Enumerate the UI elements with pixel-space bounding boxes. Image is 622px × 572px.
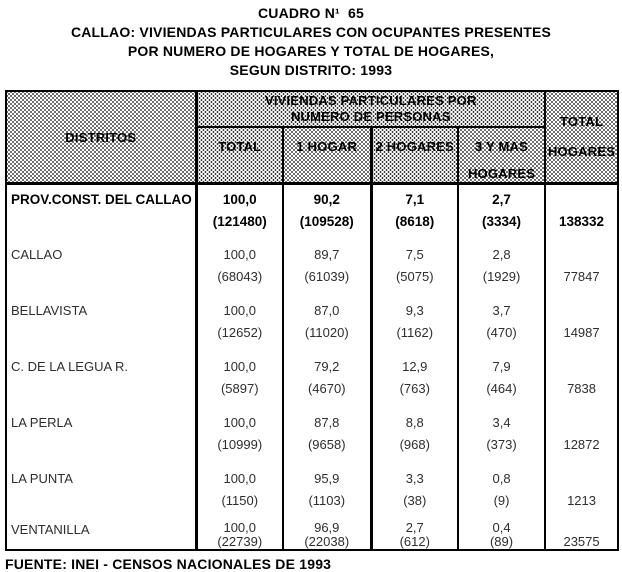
pct-value: 2,8 <box>492 246 511 262</box>
cell-1hogar <box>283 520 371 550</box>
header-group-line1: VIVIENDAS PARTICULARES POR <box>265 93 477 108</box>
count-value: (89) <box>489 533 514 549</box>
count-value: (5897) <box>220 380 259 396</box>
table-title <box>0 4 622 80</box>
pct-value: 87,8 <box>314 414 340 430</box>
total-hogares-value: 14987 <box>563 324 600 340</box>
table-row-callao <box>6 240 618 296</box>
pct-value: 95,9 <box>314 470 340 486</box>
document-page <box>0 4 622 572</box>
district-name: LA PERLA <box>6 408 196 464</box>
total-hogares-value: 77847 <box>563 268 600 284</box>
pct-value: 89,7 <box>314 246 340 262</box>
header-col-total: TOTAL <box>196 127 283 184</box>
table-row-bellavista <box>6 296 618 352</box>
count-value: (373) <box>486 436 517 452</box>
count-value: (10999) <box>217 436 263 452</box>
cell-total-hogares <box>545 184 618 240</box>
title-line-3: POR NUMERO DE HOGARES Y TOTAL DE HOGARES, <box>127 43 495 59</box>
cell-1hogar <box>283 184 371 240</box>
pct-value: 3,3 <box>405 470 424 486</box>
count-value: (61039) <box>304 268 350 284</box>
source-note: FUENTE: INEI - CENSOS NACIONALES DE 1993 <box>5 555 332 572</box>
pct-value: 8,8 <box>405 414 424 430</box>
pct-value: 100,0 <box>223 519 257 535</box>
pct-value: 87,0 <box>314 302 340 318</box>
count-value: (464) <box>486 380 517 396</box>
count-value: (763) <box>399 380 430 396</box>
cell-2hogares <box>371 520 458 550</box>
table-row-la-punta <box>6 464 618 520</box>
cell-total <box>196 296 283 352</box>
cell-1hogar <box>283 296 371 352</box>
header-total-hogares <box>545 91 618 184</box>
table-row-la-perla <box>6 408 618 464</box>
pct-value: 0,8 <box>492 470 511 486</box>
count-value: (9) <box>493 492 510 508</box>
count-value: (5075) <box>395 268 434 284</box>
header-group-row <box>6 91 618 127</box>
count-value: (68043) <box>217 268 263 284</box>
count-value: (38) <box>403 492 427 508</box>
count-value: (12652) <box>217 324 263 340</box>
pct-value: 2,7 <box>405 519 424 535</box>
header-total-hogares-line2: HOGARES <box>547 144 616 159</box>
district-name: C. DE LA LEGUA R. <box>6 352 196 408</box>
pct-value: 12,9 <box>402 358 428 374</box>
pct-value: 7,9 <box>492 358 511 374</box>
total-hogares-value: 138332 <box>559 214 605 229</box>
cell-2hogares <box>371 296 458 352</box>
cell-total-hogares <box>545 408 618 464</box>
district-name: CALLAO <box>6 240 196 296</box>
cell-1hogar <box>283 240 371 296</box>
pct-value: 79,2 <box>314 358 340 374</box>
count-value: (22739) <box>217 533 263 549</box>
table-header <box>6 91 618 184</box>
cell-2hogares <box>371 464 458 520</box>
count-value: (121480) <box>212 214 267 229</box>
statistics-table <box>5 90 619 551</box>
count-value: (1103) <box>308 492 346 508</box>
pct-value: 100,0 <box>223 358 257 374</box>
district-name: PROV.CONST. DEL CALLAO <box>6 184 196 240</box>
cell-total <box>196 184 283 240</box>
cell-2hogares <box>371 240 458 296</box>
cell-3ymas <box>458 296 545 352</box>
count-value: (1929) <box>482 268 521 284</box>
table-row-ventanilla <box>6 520 618 550</box>
cell-total <box>196 520 283 550</box>
cell-total-hogares <box>545 352 618 408</box>
pct-value: 100,0 <box>222 192 257 207</box>
count-value: (22038) <box>304 533 350 549</box>
header-group-line2: NUMERO DE PERSONAS <box>290 109 451 124</box>
table-row-c-de-la-legua-r <box>6 352 618 408</box>
count-value: (968) <box>399 436 430 452</box>
total-hogares-value: 7838 <box>567 380 596 396</box>
pct-value: 100,0 <box>223 246 257 262</box>
header-total-hogares-line1: TOTAL <box>559 114 604 129</box>
header-col-1hogar: 1 HOGAR <box>283 127 371 184</box>
pct-value: 96,9 <box>314 519 340 535</box>
table-body <box>6 184 618 550</box>
count-value: (8618) <box>395 214 435 229</box>
header-col-2hogares: 2 HOGARES <box>371 127 458 184</box>
count-value: (1162) <box>396 324 434 340</box>
cell-total <box>196 240 283 296</box>
header-spacer <box>546 130 617 144</box>
pct-value: 90,2 <box>313 192 340 207</box>
district-name: LA PUNTA <box>6 464 196 520</box>
cell-3ymas <box>458 240 545 296</box>
count-value: (470) <box>486 324 517 340</box>
pct-value: 100,0 <box>223 470 257 486</box>
header-col-3ymas: 3 Y MAS HOGARES <box>458 127 545 184</box>
header-group-viviendas <box>196 91 545 127</box>
cell-total <box>196 464 283 520</box>
total-hogares-value: 23575 <box>563 533 600 549</box>
pct-value: 9,3 <box>405 302 424 318</box>
pct-value: 2,7 <box>492 192 511 207</box>
total-hogares-value: 1213 <box>567 492 596 508</box>
cell-total-hogares <box>545 464 618 520</box>
district-name: BELLAVISTA <box>6 296 196 352</box>
title-line-4: SEGUN DISTRITO: 1993 <box>229 62 393 78</box>
cell-1hogar <box>283 464 371 520</box>
pct-value: 7,5 <box>405 246 424 262</box>
pct-value: 0,4 <box>492 519 511 535</box>
count-value: (11020) <box>304 324 349 340</box>
header-districts: DISTRITOS <box>6 91 196 184</box>
cell-1hogar <box>283 352 371 408</box>
cell-3ymas <box>458 520 545 550</box>
cell-3ymas <box>458 464 545 520</box>
cell-2hogares <box>371 352 458 408</box>
count-value: (109528) <box>299 214 354 229</box>
count-value: (612) <box>399 533 430 549</box>
cell-total-hogares <box>545 520 618 550</box>
cell-total <box>196 352 283 408</box>
pct-value: 100,0 <box>223 302 257 318</box>
cell-3ymas <box>458 184 545 240</box>
pct-value: 3,4 <box>492 414 511 430</box>
count-value: (1150) <box>221 492 259 508</box>
count-value: (3334) <box>482 214 522 229</box>
district-name: VENTANILLA <box>6 520 196 550</box>
title-line-1: CUADRO N¹ 65 <box>257 5 365 21</box>
total-hogares-value: 12872 <box>563 436 600 452</box>
count-value: (4670) <box>307 380 346 396</box>
pct-value: 100,0 <box>223 414 257 430</box>
cell-2hogares <box>371 408 458 464</box>
count-value: (9658) <box>307 436 346 452</box>
cell-2hogares <box>371 184 458 240</box>
cell-total-hogares <box>545 296 618 352</box>
cell-total-hogares <box>545 240 618 296</box>
title-line-2: CALLAO: VIVIENDAS PARTICULARES CON OCUPANTES PRESENTES <box>70 24 552 40</box>
pct-value: 3,7 <box>492 302 511 318</box>
cell-3ymas <box>458 352 545 408</box>
cell-total <box>196 408 283 464</box>
pct-value: 7,1 <box>405 192 425 207</box>
cell-1hogar <box>283 408 371 464</box>
table-row-prov-const-del-callao <box>6 184 618 240</box>
cell-3ymas <box>458 408 545 464</box>
